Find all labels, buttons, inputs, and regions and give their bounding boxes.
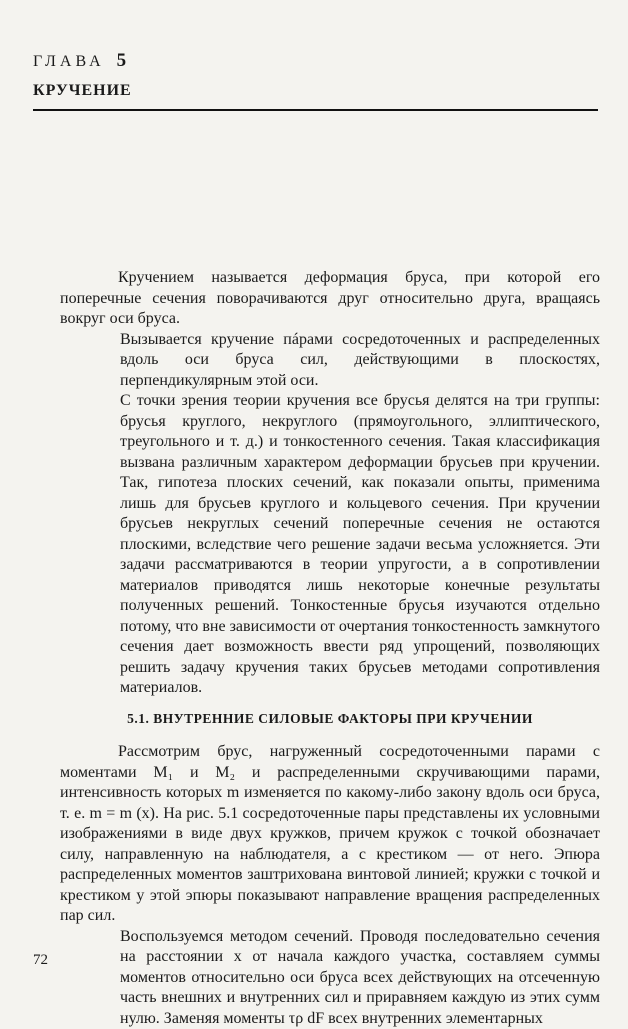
paragraph: С точки зрения теории кручения все брусья делятся на три группы: брусья круглого, некруглого (прямоугольного, эллиптического, треугольного и т. д.) и тонкостенного сечения. Такая классификация вызвана различным характером деформации брусьев при кручении. Так, гипотеза плоских сечений, как показали опыты, применима лишь для брусьев круглого и кольцевого сечения. При кручении брусьев некруглых сечений поперечные сечения не остаются плоскими, вследствие чего решение задачи весьма усложняется. Эти задачи рассматриваются в теории упругости, а в сопротивлении материалов приводятся лишь некоторые конечные результаты полученных решений. Тонкостенные брусья изучаются отдельно потому, что вне зависимости от очертания тонкостенность замкнутого сечения дает возможность ввести ряд упрощений, позволяющих решить задачу кручения таких брусьев методами сопротивления материалов. <box>60 391 600 699</box>
chapter-label <box>33 50 126 72</box>
paragraph: Кручением называется деформация бруса, при которой его поперечные сечения поворачиваются друг относительно друга, вращаясь вокруг оси бруса. <box>0 268 600 330</box>
chapter-title: КРУЧЕНИЕ <box>33 82 132 100</box>
chapter-divider <box>33 109 598 111</box>
section-heading: 5.1. ВНУТРЕННИЕ СИЛОВЫЕ ФАКТОРЫ ПРИ КРУЧЕНИИ <box>60 709 600 730</box>
paragraph: Рассмотрим брус, нагруженный сосредоточенными парами с моментами M₁ и M₂ и распределенными скручивающими парами, интенсивность которых m изменяется по какому-либо закону вдоль оси бруса, т. е. m = m (x). На рис. 5.1 сосредоточенные пары представлены их условными изображениями в виде двух кружков, причем кружок с точкой обозначает силу, направленную на наблюдателя, а с крестиком — от него. Эпюра распределенных моментов заштрихована винтовой линией; кружки с точкой и крестиком у этой эпюры показывают направление вращения распределенных пар сил. <box>0 742 600 927</box>
chapter-label-text: ГЛАВА <box>33 53 105 70</box>
chapter-number: 5 <box>117 50 127 71</box>
paragraph: Воспользуемся методом сечений. Проводя последовательно сечения на расстоянии x от начала каждого участка, составляем суммы моментов относительно оси бруса всех действующих на отсеченную часть внешних и внутренних сил и приравняем каждую из этих сумм нулю. Заменяя моменты τρ dF всех внутренних элементарных <box>60 927 600 1029</box>
paragraph: Вызывается кручение пáрами сосредоточенных и распределенных вдоль оси бруса сил, действующими в плоскостях, перпендикулярным этой оси. <box>60 330 600 392</box>
page-number: 72 <box>33 952 48 969</box>
body-text <box>60 268 600 1029</box>
